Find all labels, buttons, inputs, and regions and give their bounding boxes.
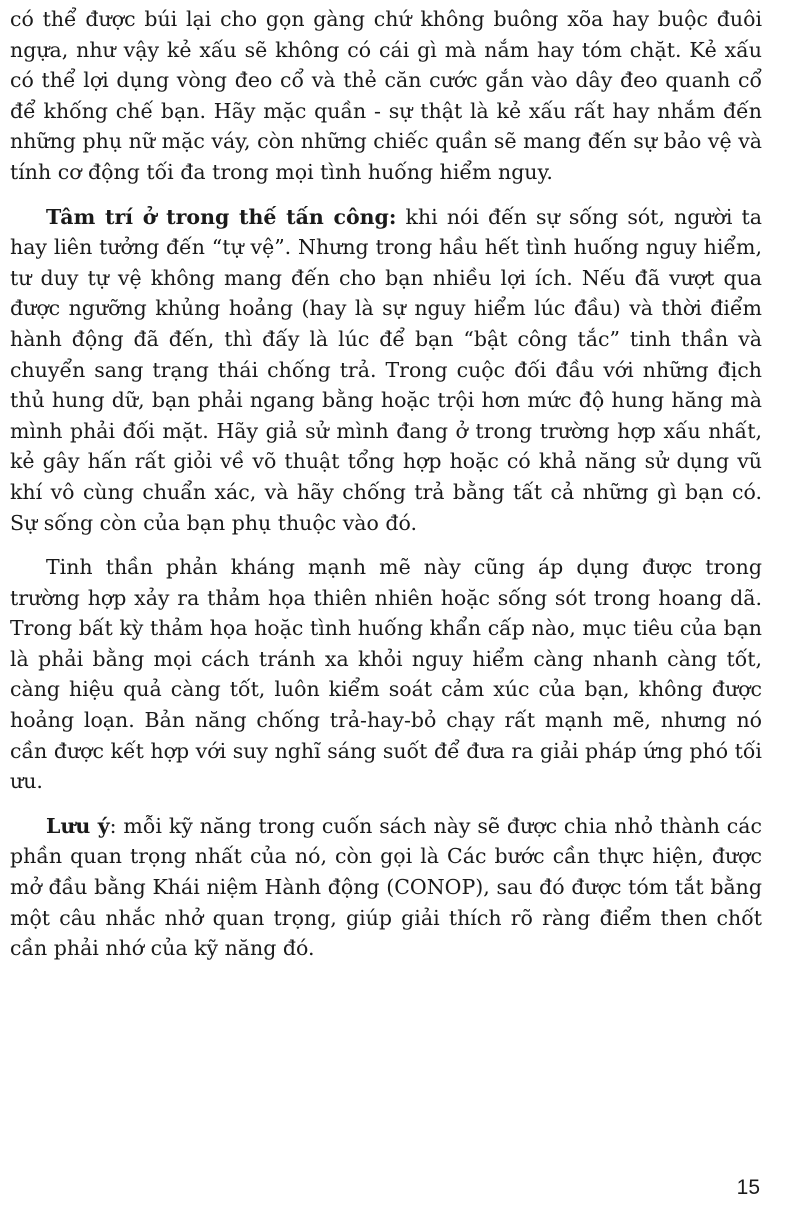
paragraph-lead: Tâm trí ở trong thế tấn công: — [46, 204, 397, 229]
paragraph-text: Tinh thần phản kháng mạnh mẽ này cũng áp dụng được trong trường hợp xảy ra thảm họa thiên nhiên hoặc sống sót trong hoang dã. Trong bất kỳ thảm họa hoặc tình huống khẩn cấp nào, mục tiêu của bạn là phải bằng mọi cách tránh xa khỏi nguy hiểm càng nhanh càng tốt, càng hiệu quả càng tốt, luôn kiểm soát cảm xúc của bạn, không được hoảng loạn. Bản năng chống trả-hay-bỏ chạy rất mạnh mẽ, nhưng nó cần được kết hợp với suy nghĩ sáng suốt để đưa ra giải pháp ứng phó tối ưu. — [10, 555, 762, 794]
paragraph-text: khi nói đến sự sống sót, người ta hay liên tưởng đến “tự vệ”. Nhưng trong hầu hết tình huống nguy hiểm, tư duy tự vệ không mang đến cho bạn nhiều lợi ích. Nếu đã vượt qua được ngưỡng khủng hoảng (hay là sự nguy hiểm lúc đầu) và thời điểm hành động đã đến, thì đấy là lúc để bạn “bật công tắc” tinh thần và chuyển sang trạng thái chống trả. Trong cuộc đối đầu với những địch thủ hung dữ, bạn phải ngang bằng hoặc trội hơn mức độ hung hăng mà mình phải đối mặt. Hãy giả sử mình đang ở trong trường hợp xấu nhất, kẻ gây hấn rất giỏi về võ thuật tổng hợp hoặc có khả năng sử dụng vũ khí vô cùng chuẩn xác, và hãy chống trả bằng tất cả những gì bạn có. Sự sống còn của bạn phụ thuộc vào đó. — [10, 204, 762, 535]
page-number: 15 — [736, 1176, 760, 1199]
paragraph-text: có thể được búi lại cho gọn gàng chứ không buông xõa hay buộc đuôi ngựa, như vậy kẻ xấu sẽ không có cái gì mà nắm hay tóm chặt. Kẻ xấu có thể lợi dụng vòng đeo cổ và thẻ căn cước gắn vào dây đeo quanh cổ để khống chế bạn. Hãy mặc quần - sự thật là kẻ xấu rất hay nhắm đến những phụ nữ mặc váy, còn những chiếc quần sẽ mang đến sự bảo vệ và tính cơ động tối đa trong mọi tình huống hiểm nguy. — [10, 7, 762, 184]
paragraph-offensive-mindset — [10, 202, 762, 539]
book-page — [10, 4, 762, 1204]
paragraph-text: : mỗi kỹ năng trong cuốn sách này sẽ được chia nhỏ thành các phần quan trọng nhất của nó, còn gọi là Các bước cần thực hiện, được mở đầu bằng Khái niệm Hành động (CONOP), sau đó được tóm tắt bằng một câu nhắc nhở quan trọng, giúp giải thích rõ ràng điểm then chốt cần phải nhớ của kỹ năng đó. — [10, 813, 762, 961]
paragraph-lead: Lưu ý — [46, 813, 110, 838]
paragraph-continuation — [10, 4, 762, 188]
paragraph-resistance-spirit — [10, 552, 762, 797]
paragraph-note — [10, 811, 762, 964]
